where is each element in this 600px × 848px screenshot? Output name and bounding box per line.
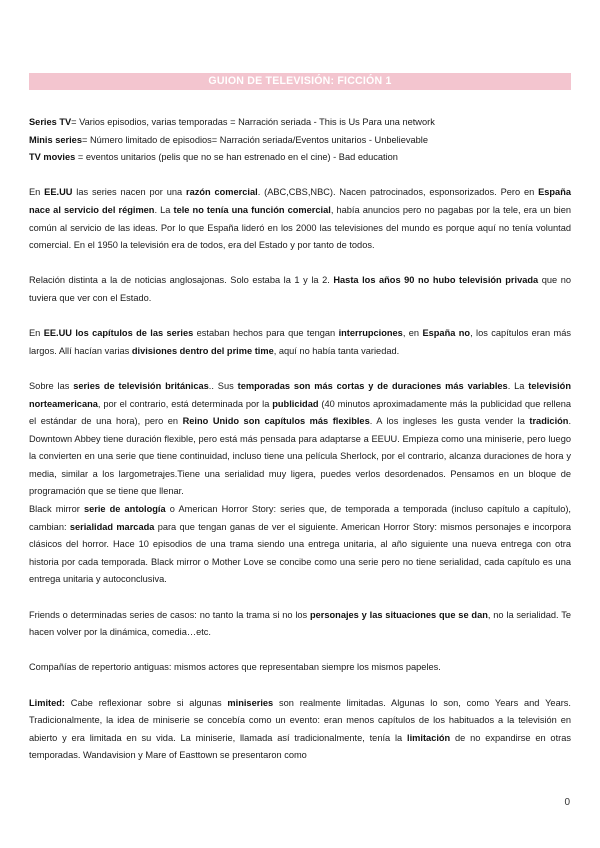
document-body: [29, 114, 571, 765]
format-line-tv-movies: TV movies = eventos unitarios (pelis que no se han estrenado en el cine) - Bad education: [29, 152, 398, 163]
format-line-miniseries: Minis series= Número limitado de episodios= Narración seriada/Eventos unitarios - Unbelievable: [29, 134, 428, 145]
paragraph-eeuu-origin: En EE.UU las series nacen por una razón comercial. (ABC,CBS,NBC). Nacen patrocinados, esponsorizados. Pero en España nace al servicio del régimen. La tele no tenía una función comercial, había anuncios pero no pagabas por la tele, era un bien común al servicio de las ideas. Por lo que España lideró en los 2000 las televisiones del mundo es porque aquí no tenía voluntad comercial. En el 1950 la televisión era de todos, era del Estado y por tanto de todos.: [29, 187, 571, 251]
format-line-series-tv: Series TV= Varios episodios, varias temporadas = Narración seriada - This is Us Para una network: [29, 117, 435, 127]
paragraph-friends: Friends o determinadas series de casos: no tanto la trama si no los personajes y las situaciones que se dan, no la serialidad. Te hacen volver por la dinámica, comedia…etc.: [29, 609, 572, 638]
paragraph-companias: Compañías de repertorio antiguas: mismos actores que representaban siempre los mismos papeles.: [29, 662, 441, 673]
paragraph-antologia: Black mirror serie de antología o American Horror Story: series que, de temporada a temporada (incluso capítulo a capítulo), cambian: serialidad marcada para que tengan ganas de ver el siguiente. American Horror Story: mismos personajes e incorpora clásicos del horror. Hace 10 episodios de una trama siendo una entrega unitaria, al año siguiente una nueva entrega con otra historia por cada temporada. Black mirror o Mother Love se concibe como una serie pero no tiene serialidad, cada capítulo es una entrega unitaria y autoconclusiva.: [29, 504, 571, 585]
page-number: 0: [564, 797, 570, 808]
paragraph-anglosajonas: Relación distinta a la de noticias anglosajonas. Solo estaba la 1 y la 2. Hasta los años 90 no hubo televisión privada que no tuviera que ver con el Estado.: [29, 275, 571, 303]
document-title: GUION DE TELEVISIÓN: FICCIÓN 1: [29, 73, 571, 90]
document-page: [29, 73, 571, 765]
paragraph-limited: Limited: Cabe reflexionar sobre si algunas miniseries son realmente limitadas. Algunas lo son, como Years and Years. Tradicionalmente, la idea de miniserie se concebía como un evento: eran menos capítulos de los habituados a la televisión en abierto y era limitada en su vida. La miniserie, llamada así tradicionalmente, tenía la limitación de no expandirse en otras temporadas. Wandavision y Mare of Easttown se presentaron como: [29, 697, 571, 761]
paragraph-britanicas: Sobre las series de televisión británicas.. Sus temporadas son más cortas y de duraciones más variables. La televisión norteamericana, por el contrario, está determinada por la publicidad (40 minutos aproximadamente más la publicidad que rellena el estándar de una hora), pero en Reino Unido son capítulos más flexibles. A los ingleses les gusta vender la tradición. Downtown Abbey tiene duración flexible, pero está más pensada para adaptarse a EEUU. Empieza como una miniserie, pero luego la convierten en una serie que tiene continuidad, incluso tiene una película Sherlock, por el contrario, alcanza duraciones de hora y media, similar a los largometrajes.Tiene una serialidad muy ligera, puedes verlos desordenados. Pensamos en un bloque de programación que se tiene que llenar.: [29, 380, 572, 497]
paragraph-capitulos: En EE.UU los capítulos de las series estaban hechos para que tengan interrupciones, en España no, los capítulos eran más largos. Allí hacían varias divisiones dentro del prime time, aquí no había tanta variedad.: [29, 328, 572, 356]
